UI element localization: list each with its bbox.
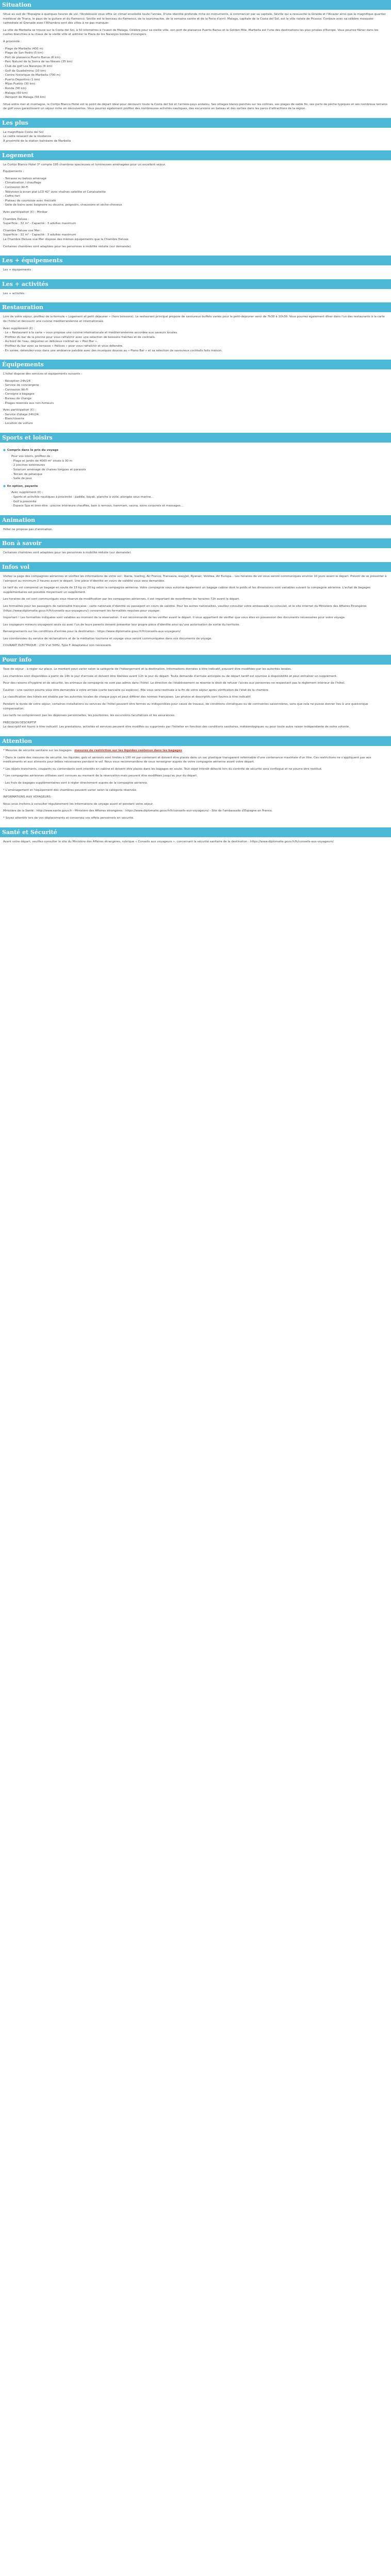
distance-list <box>3 47 388 100</box>
plus-activites-section <box>0 289 391 300</box>
room-type-title: Chambre Deluxe : <box>3 217 29 221</box>
plus-equipements-text: Les + équipements : <box>3 268 33 272</box>
sante-securite-text: Avant votre départ, veuillez consulter le site du Ministère des Affaires étrangères, rubrique « Conseils aux voyageurs », concernant la sécurité sanitaire de la destination : https://www.diplomatie.gouv.fr/fr/conseils-aux-voyageurs/ <box>3 840 334 843</box>
plus-item: Le cadre relaxant de la résidence <box>3 135 52 139</box>
bon-a-savoir-header: Bon à savoir <box>0 538 391 548</box>
sports-paid-item: - Espace Spa et bien-être : piscine intérieure chauffée, bain à remous, hammam, sauna, soins corporels et massages... <box>11 504 184 508</box>
sports-included-title: Compris dans le prix du voyage <box>7 448 59 452</box>
animation-header: Animation <box>0 515 391 525</box>
logement-equip-title: Équipements : <box>3 170 24 174</box>
plus-list <box>3 130 388 144</box>
sports-paid-title: En option, payante <box>7 484 38 488</box>
hotel-description-page <box>0 0 391 848</box>
room-type-details: Superficie : 32 m² - Capacité : 3 adultes maximum <box>3 233 76 237</box>
bullet-icon: ● <box>3 484 6 488</box>
restauration-header: Restauration <box>0 302 391 312</box>
situation-header: Situation <box>0 0 391 10</box>
restauration-item: - En soirée, détendez-vous dans une ambiance paisible avec des musiques douces au « Piano Bar » et sa sélection de savoureux cocktails faits maison. <box>3 349 223 352</box>
room-equipment-item: - Télévision à écran plat LCD 42" avec chaînes satellite et Canalsatelite <box>3 190 106 194</box>
equipements-paid-label: Avec participation (€) : <box>3 409 36 412</box>
hotel-paid-service-item: - Service d'étage 24h/24 <box>3 413 39 416</box>
logement-header: Logement <box>0 150 391 160</box>
logement-intro: Le Cortijo Blanco Hotel 3* compte 195 chambres spacieuses et lumineuses aménagées pour un excellent séjour. <box>3 163 166 166</box>
attention-section <box>0 746 391 824</box>
room-equipment-list <box>3 177 388 208</box>
sports-paid-block <box>3 490 388 508</box>
sports-included-block <box>3 454 388 481</box>
sports-paid-item: - Golf à proximité <box>11 500 37 503</box>
infos-vol-paragraph: Visitez la page des compagnies aériennes et vérifiez les informations de votre vol : Iberia, Vueling, Air France, Transavia, easyJet, Ryanair, Volotea, Air Europa... Les horaires de vol vous seront communiqués environ 10 jours avant le départ. Prévoir de se présenter à l'aéroport au minimum 2 heures avant le départ. Une pièce d'identité en cours de validité vous sera demandée. <box>3 574 387 583</box>
sports-included-list <box>11 459 388 481</box>
hotel-paid-services-list <box>3 413 388 426</box>
liquid-restrictions-link[interactable]: mesures de restriction sur les liquides contenus dans les bagages <box>74 749 182 752</box>
plus-item: À proximité de la station balnéaire de Marbella <box>3 140 71 143</box>
pour-info-paragraph: Pour des raisons d'hygiène et de sécurité, les animaux de compagnie ne sont pas admis dans l'hôtel. La direction de l'établissement se réserve le droit de refuser l'accès aux personnes ne respectant pas le règlement intérieur de l'hôtel. <box>3 682 345 685</box>
pour-info-paragraph: Pendant la durée de votre séjour, certaines installations ou services de l'hôtel peuvent être fermés ou indisponibles pour cause de travaux, de conditions climatiques ou de contraintes saisonnières, sans que cela ne puisse donner lieu à une quelconque compensation. <box>3 703 368 710</box>
attention-paragraph <box>3 749 388 753</box>
room-equipment-item: - Connexion Wi-Fi <box>3 186 28 190</box>
sports-included-item: - Solarium aménagé de chaises longues et parasols <box>11 468 86 471</box>
sante-securite-section <box>0 837 391 848</box>
plus-equipements-section <box>0 265 391 276</box>
infos-vol-header: Infos vol <box>0 562 391 572</box>
animation-section <box>0 525 391 536</box>
plus-equipements-header: Les + équipements <box>0 256 391 265</box>
sports-loisirs-section <box>0 443 391 512</box>
restauration-item: - Profitez du bar de la piscine pour vous rafraîchir avec une sélection de boissons fraîches et de cocktails. <box>3 335 156 339</box>
distance-item: - Mijas Pueblo (30 km) <box>3 82 36 86</box>
infos-vol-paragraph: Les coordonnées du service de réclamations et de la médiation tourisme et voyage vous seront communiquées dans vos documents de voyage. <box>3 637 213 640</box>
distance-item: - Ronda (58 km) <box>3 87 27 90</box>
sports-loisirs-header: Sports et loisirs <box>0 433 391 443</box>
bon-a-savoir-section <box>0 548 391 559</box>
situation-section <box>0 10 391 115</box>
hotel-services-list <box>3 379 388 406</box>
les-plus-header: Les plus <box>0 118 391 128</box>
restauration-item: - Profitez du bar avec sa terrasse « Hélices » pour vous rafraîchir et vous détendre. <box>3 344 123 348</box>
situation-proximity-label: À proximité : <box>3 40 22 43</box>
situation-paragraph: Situé au sud de l'Espagne à quelques heures de vol, l'Andalousie vous offre un climat ensoleillé toute l'année. D'une identité profonde riche en monuments, à commencer par sa capitale, Séville qui a ressuscité la Giralda et l'Alcazar ainsi que le magnifique quartier médiéval de Triana, le pays de la guitare et du flamenco. Séville est le berceau du flamenco, de la tauromachie, de la semaine sainte et de la Feria d'avril. Malaga, capitale de la Costa del Sol, est la ville natale de Picasso. Cordoue avec sa célèbre mosquée-cathédrale et Grenade avec l'Alhambra sont des villes à ne pas manquer. <box>3 13 386 25</box>
attention-prefix: * Mesures de sécurité sanitaire sur les bagages : <box>3 749 75 752</box>
bullet-icon: ● <box>3 448 6 452</box>
pour-info-paragraph: Caution : une caution pourra vous être demandée à votre arrivée (carte bancaire ou espèces). Elle vous sera restituée à la fin de votre séjour après vérification de l'état de la chambre. <box>3 688 269 692</box>
distance-item: - Aéroport de Malaga (56 km) <box>3 96 46 99</box>
sports-paid-item: - Sports et activités nautiques à proximité : paddle, kayak, planche à voile, plongée sous-marine... <box>11 495 154 499</box>
restauration-item: - Au bord de l'eau, dégustez un délicieux cocktail au « Pool Bar ». <box>3 340 98 344</box>
sports-included-item: - 2 piscines extérieures <box>11 464 45 467</box>
pour-info-paragraph: Le descriptif est fourni à titre indicatif. Les prestations, activités et services peuvent être modifiés ou supprimés par l'hôtelier en fonction des conditions sanitaires, météorologiques ou pour toute autre raison indépendante de notre volonté. <box>3 725 350 729</box>
pour-info-paragraph: La classification des hôtels est établie par les autorités locales de chaque pays et peut différer des normes françaises. Les photos et descriptifs sont fournis à titre indicatif. <box>3 696 251 699</box>
attention-paragraph: * Dans le cadre des mesures de sécurité, les liquides, gels et aérosols sont limités à 100 ml par contenant et doivent être placés dans un sac plastique transparent refermable d'une contenance maximale d'un litre. Ces restrictions ne s'appliquent pas aux médicaments et aux aliments pour bébés nécessaires pendant le vol. Nous vous recommandons de vous renseigner auprès de votre compagnie aérienne avant votre départ. <box>3 756 371 764</box>
pour-info-paragraph: Taxe de séjour : à régler sur place. Le montant peut varier selon la catégorie de l'hébergement et la destination. Informations données à titre indicatif, pouvant être modifiées par les autorités locales. <box>3 668 292 671</box>
hotel-service-item: - Bureau de change <box>3 397 31 401</box>
room-type-note: La Chambre Deluxe vue Mer dispose des mêmes équipements que la Chambre Deluxe. <box>3 238 129 241</box>
les-plus-section <box>0 128 391 147</box>
hotel-service-item: - Réception 24h/24 <box>3 379 31 383</box>
distance-item: - Golf de Guadalmina (10 km) <box>3 69 46 73</box>
infos-vol-paragraph: Les formalités pour les passagers de nationalité française : carte nationale d'identité ou passeport en cours de validité. Pour les autres nationalités, veuillez consulter votre ambassade ou consulat, et le site internet du Ministère des Affaires Étrangères (https://www.diplomatie.gouv.fr/fr/conseils-aux-voyageurs/) concernant les formalités requises pour voyager. <box>3 604 367 613</box>
plus-activites-text: Les + activités : <box>3 292 26 295</box>
attention-paragraph: Nous vous invitons à consulter régulièrement les informations de voyage avant et pendant votre séjour. <box>3 802 154 806</box>
plus-activites-header: Les + activités <box>0 279 391 289</box>
infos-vol-electricity: COURANT ÉLECTRIQUE : 230 V et 50Hz. Type F. Adaptateur non nécessaire. <box>3 644 112 648</box>
distance-item: - Plage de San Pedro (5 km) <box>3 52 43 55</box>
bon-a-savoir-text: Certaines chambres sont adaptées pour les personnes à mobilité réduite (sur demande). <box>3 551 132 555</box>
equipements-section <box>0 369 391 430</box>
restauration-paid-label: Avec supplément (€) : <box>3 327 35 330</box>
logement-accessibility-note: Certaines chambres sont adaptées pour les personnes à mobilité réduite (sur demande). <box>3 245 132 248</box>
pour-info-section <box>0 665 391 733</box>
attention-paragraph: - Les frais de bagages supplémentaires sont à régler directement auprès de la compagnie aérienne. <box>3 781 148 785</box>
infos-vol-paragraph: Le tarif du vol comprend un bagage en soute de 15 kg ou 20 kg selon la compagnie aérienne. Votre compagnie vous autorise également un bagage cabine dont le poids et les dimensions sont variables suivant la compagnie aérienne. L'achat de bagages supplémentaires est possible moyennant un supplément. <box>3 586 371 594</box>
restauration-item: - Le « Restaurant à la carte » vous propose une cuisine internationale et méditerranéenne accordée aux saveurs locales. <box>3 331 178 335</box>
infos-vol-paragraph: Les voyageurs mineurs voyageant seuls ou avec l'un de leurs parents doivent présenter leur propre pièce d'identité ainsi qu'une autorisation de sortie du territoire. <box>3 623 240 626</box>
distance-item: - Club de golf Los Naranjos (8 km) <box>3 64 53 68</box>
room-equipment-item: - Plateau de courtoisie avec thé/café <box>3 199 56 202</box>
attention-header: Attention <box>0 736 391 746</box>
pour-info-paragraph: Les tarifs ne comprennent pas les dépenses personnelles, les pourboires, les excursions facultatives et les assurances. <box>3 714 175 718</box>
hotel-service-item: - Connexion Wi-Fi <box>3 388 28 392</box>
hotel-service-item: - Étages réservés aux non-fumeurs <box>3 401 54 405</box>
equipements-intro: L'hôtel dispose des services et équipements suivants : <box>3 372 83 376</box>
sante-securite-header: Santé et Sécurité <box>0 827 391 837</box>
situation-paragraph: La ville de Marbella se trouve sur la Costa del Sol, à 50 kilomètres à l'ouest de Malaga. Célèbre pour sa vieille ville, son port de plaisance Puerto Banus et le Golden Mile, Marbella est l'une des destinations les plus prisées d'Europe. Vous pourrez flâner dans les ruelles blanchies à la chaux de la vieille ville et admirer la Plaza de los Naranjos bordée d'orangers. <box>3 28 379 37</box>
attention-paragraph: * Les objets tranchants, coupants ou contondants sont interdits en cabine et doivent être placés dans les bagages en soute. Tout objet interdit détecté lors du contrôle de sécurité sera confisqué et ne pourra être restitué. <box>3 767 322 771</box>
situation-paragraph: Situé entre mer et montagne, le Cortijo Blanco Hotel est le point de départ idéal pour découvrir toute la Costa del Sol et l'arrière-pays andalou. Ses villages blancs perchés sur les collines, ses plages de sable fin, ses ports de pêche typiques et ses nombreux terrains de golf vous garantissent un séjour riche en découvertes. Vous pourrez également profiter des nombreuses activités nautiques, des excursions en bateau et des sorties dans les parcs d'attractions de la région. <box>3 103 387 111</box>
hotel-paid-service-item: - Location de voiture <box>3 422 33 426</box>
infos-vol-paragraph: Important ! Les formalités indiquées sont valables au moment de la réservation. Il est recommandé de les vérifier avant le départ. Il vous appartient de vérifier que vous êtes en possession des documents nécessaires pour votre voyage. <box>3 616 346 620</box>
distance-item: - Plage de Marbella (400 m) <box>3 47 43 50</box>
distance-item: - Puerto Deportivo (1 km) <box>3 78 40 81</box>
infos-vol-paragraph: Les horaires de vol sont communiqués sous réserve de modification par les compagnies aériennes, il est important de reconfirmer les horaires 72h avant le départ. <box>3 598 240 601</box>
animation-text: Hôtel ne propose pas d'animation. <box>3 528 53 531</box>
sports-included-item: - Plage et jardin de 4000 m² situés à 30 m <box>11 459 73 463</box>
logement-section <box>0 160 391 253</box>
restauration-section <box>0 312 391 357</box>
attention-paragraph: * Soyez attentifs lors de vos déplacements et conservez vos effets personnels en sécurité. <box>3 816 134 820</box>
hotel-service-item: - Service de conciergerie <box>3 384 39 387</box>
plus-item: La magnifique Costa del Sol <box>3 130 44 134</box>
distance-item: - Port de plaisance Puerto Banus (6 km) <box>3 56 61 59</box>
infos-vol-section <box>0 572 391 652</box>
pour-info-header: Pour info <box>0 655 391 665</box>
attention-links-paragraph: Ministère de la Santé : http://www.sante.gouv.fr - Ministère des Affaires étrangères : https://www.diplomatie.gouv.fr/fr/conseils-aux-voyageurs/ - Site de l'ambassade d'Espagne en France. <box>3 809 273 813</box>
pour-info-subtitle: PRÉCISION DESCRIPTIF <box>3 721 37 724</box>
hotel-service-item: - Consigne à bagages <box>3 393 35 396</box>
restauration-paragraph: Lors de votre séjour, profitez de la formule « Logement et petit déjeuner » (hors boissons). Le restaurant principal propose de savoureux buffets variés pour le petit-déjeuner servi de 7h30 à 10h30. Vous pourrez également dîner dans l'un des restaurants à la carte de l'hôtel et découvrir une cuisine méditerranéenne et internationale. <box>3 315 385 323</box>
attention-subtitle: INFORMATIONS AUX VOYAGEURS : <box>3 795 53 799</box>
distance-item: - Malaga (60 km) <box>3 91 28 95</box>
sports-paid-subheader <box>3 484 388 489</box>
sports-included-intro: Pour vos loisirs, profitez de : <box>11 455 53 459</box>
pour-info-paragraph: Les chambres sont disponibles à partir de 14h le jour d'arrivée et doivent être libérées avant 12h le jour du départ. Toute demande d'arrivée anticipée ou de départ tardif est soumise à disponibilité et peut entraîner un supplément. <box>3 674 337 678</box>
sports-paid-intro: Avec supplément (€) : <box>11 491 43 495</box>
sports-included-subheader <box>3 448 388 453</box>
room-type-details: Superficie : 32 m² - Capacité : 3 adultes maximum <box>3 222 76 226</box>
room-equipment-item: - Terrasse ou balcon aménagé <box>3 177 47 180</box>
distance-item: - Centre historique de Marbella (700 m) <box>3 74 60 77</box>
attention-paragraph: * Les compagnies aériennes utilisées sont connues au moment de la réservation mais peuvent être modifiées jusqu'au jour du départ. <box>3 774 198 778</box>
sports-included-item: - Salle de jeux <box>11 477 32 481</box>
attention-paragraph: * L'aménagement et l'équipement des chambres peuvent varier selon la catégorie réservée. <box>3 788 137 792</box>
sports-paid-list <box>11 495 388 509</box>
room-equipment-item: - Salle de bains avec baignoire ou douche, peignoirs, chaussons et sèche-cheveux <box>3 204 122 207</box>
room-equipment-item: - Coffre-fort <box>3 195 20 198</box>
room-type-title: Chambre Deluxe vue Mer : <box>3 229 42 232</box>
hotel-paid-service-item: - Blanchisserie <box>3 417 24 421</box>
room-equipment-item: - Climatisation / chauffage <box>3 181 41 185</box>
equipements-header: Équipements <box>0 360 391 369</box>
logement-paid-extras: Avec participation (€) : Minibar <box>3 211 48 214</box>
distance-item: - Parc Naturel de la Sierra de las Nieves (35 km) <box>3 60 73 64</box>
sports-included-item: - Terrain de pétanque <box>11 472 42 476</box>
infos-vol-paragraph: Renseignements sur les conditions d'entrée pour la destination : https://www.diplomatie.gouv.fr/fr/conseils-aux-voyageurs/ <box>3 630 181 634</box>
